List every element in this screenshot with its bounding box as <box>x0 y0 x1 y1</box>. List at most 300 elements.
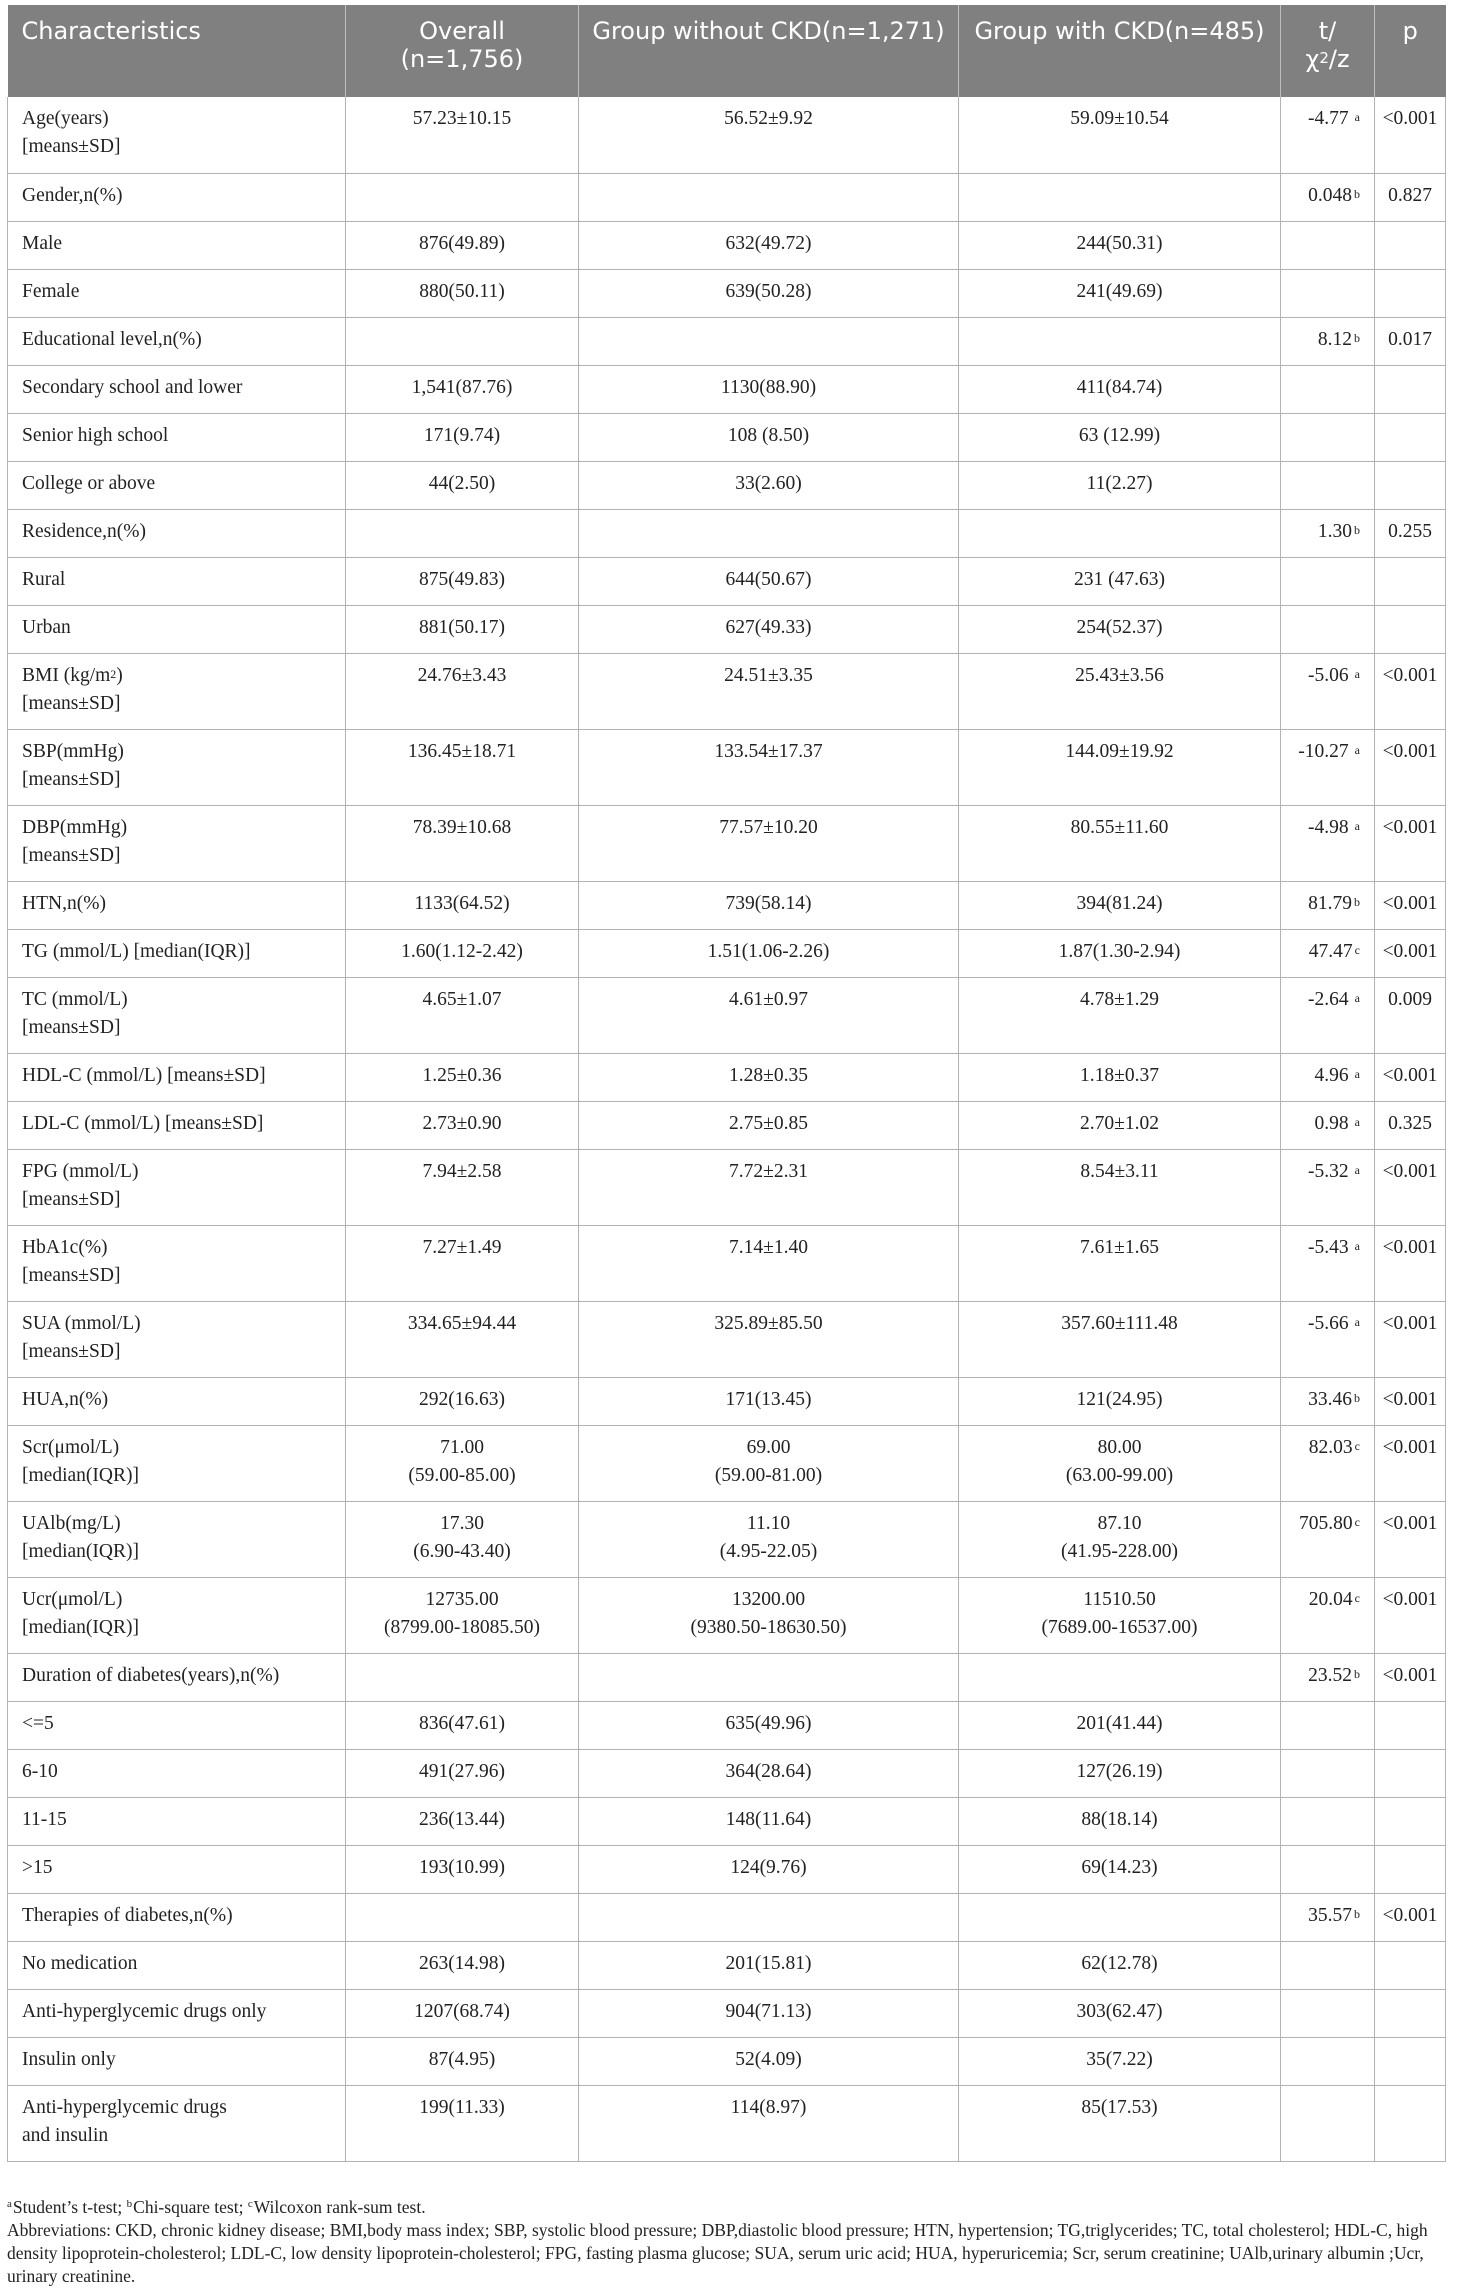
characteristic-label: 11-15 <box>22 1808 67 1830</box>
cell-overall-value: 236(13.44) <box>418 1808 506 1830</box>
cell-statistic <box>1281 929 1375 977</box>
cell-without-ckd <box>579 1301 959 1377</box>
statistic-test-marker: a <box>1354 1114 1360 1129</box>
cell-without-ckd-value: 635(49.96) <box>725 1712 812 1734</box>
p-value: <0.001 <box>1382 1236 1438 1258</box>
cell-without-ckd-value: 4.61±0.97 <box>729 988 808 1010</box>
cell-p-value <box>1375 1577 1446 1653</box>
characteristic-label: FPG (mmol/L) <box>22 1160 139 1182</box>
cell-overall <box>346 1377 579 1425</box>
cell-with-ckd <box>959 1893 1281 1941</box>
statistic-value: -4.98 <box>1308 816 1349 838</box>
cell-without-ckd-value: 7.14±1.40 <box>729 1236 808 1258</box>
statistic-test-marker: b <box>1354 894 1360 909</box>
cell-with-ckd-value: 394(81.24) <box>1076 892 1163 914</box>
cell-without-ckd-value: 639(50.28) <box>725 280 812 302</box>
cell-characteristic <box>8 2085 346 2161</box>
cell-overall <box>346 365 579 413</box>
cell-with-ckd-value: 1.18±0.37 <box>1080 1064 1159 1086</box>
characteristic-label-line2: [means±SD] <box>22 844 121 866</box>
cell-p-value <box>1375 1749 1446 1797</box>
statistic-test-marker: c <box>1354 1514 1360 1529</box>
cell-p-value <box>1375 557 1446 605</box>
cell-without-ckd <box>579 509 959 557</box>
cell-characteristic <box>8 1797 346 1845</box>
characteristic-label-after: ) <box>116 664 123 686</box>
cell-p-value <box>1375 1653 1446 1701</box>
footnote-a-marker: a <box>7 2198 12 2210</box>
statistic-value: -5.43 <box>1308 1236 1349 1258</box>
cell-without-ckd <box>579 1845 959 1893</box>
p-value: 0.017 <box>1388 328 1432 350</box>
characteristic-label: Residence,n(%) <box>22 520 146 542</box>
cell-without-ckd-value: 904(71.13) <box>725 2000 812 2022</box>
cell-p-value <box>1375 413 1446 461</box>
cell-overall-value: 880(50.11) <box>419 280 505 302</box>
cell-p-value <box>1375 929 1446 977</box>
cell-with-ckd <box>959 317 1281 365</box>
cell-with-ckd-value: 11510.50 <box>1083 1588 1156 1610</box>
cell-without-ckd <box>579 1653 959 1701</box>
cell-characteristic <box>8 365 346 413</box>
cell-overall <box>346 1749 579 1797</box>
cell-overall-range: (6.90-43.40) <box>413 1540 511 1562</box>
characteristic-label-line2: [means±SD] <box>22 768 121 790</box>
header-overall-line2: (n=1,756) <box>400 45 524 73</box>
cell-statistic <box>1281 881 1375 929</box>
p-value: 0.325 <box>1388 1112 1432 1134</box>
p-value: <0.001 <box>1382 1904 1438 1926</box>
cell-with-ckd-value: 35(7.22) <box>1086 2048 1153 2070</box>
table-row <box>8 1501 1446 1577</box>
cell-characteristic <box>8 929 346 977</box>
cell-with-ckd-value: 231 (47.63) <box>1074 568 1165 590</box>
cell-with-ckd-value: 1.87(1.30-2.94) <box>1058 940 1181 962</box>
cell-without-ckd-range: (9380.50-18630.50) <box>690 1616 847 1638</box>
cell-overall <box>346 1225 579 1301</box>
statistic-test-marker: a <box>1354 742 1360 757</box>
table-row <box>8 1893 1446 1941</box>
cell-statistic <box>1281 1501 1375 1577</box>
p-value: <0.001 <box>1382 892 1438 914</box>
cell-without-ckd-value: 108 (8.50) <box>727 424 810 446</box>
characteristic-label: Anti-hyperglycemic drugs only <box>22 2000 267 2022</box>
cell-characteristic <box>8 1941 346 1989</box>
footnote-b-text: Chi-square test; <box>133 2197 248 2217</box>
cell-p-value <box>1375 1301 1446 1377</box>
table-row <box>8 653 1446 729</box>
cell-with-ckd <box>959 1941 1281 1989</box>
statistic-test-marker: b <box>1354 330 1360 345</box>
characteristic-label: TG (mmol/L) [median(IQR)] <box>22 940 251 962</box>
table-row <box>8 461 1446 509</box>
cell-p-value <box>1375 653 1446 729</box>
statistic-value: 0.98 <box>1314 1112 1349 1134</box>
cell-with-ckd-value: 4.78±1.29 <box>1080 988 1159 1010</box>
cell-overall <box>346 1845 579 1893</box>
cell-overall <box>346 2037 579 2085</box>
cell-p-value <box>1375 881 1446 929</box>
p-value: 0.827 <box>1388 184 1432 206</box>
cell-p-value <box>1375 221 1446 269</box>
cell-with-ckd-value: 254(52.37) <box>1076 616 1163 638</box>
cell-with-ckd <box>959 1845 1281 1893</box>
cell-statistic <box>1281 413 1375 461</box>
cell-overall-value: 17.30 <box>440 1512 484 1534</box>
cell-without-ckd <box>579 461 959 509</box>
cell-with-ckd <box>959 929 1281 977</box>
cell-with-ckd <box>959 1053 1281 1101</box>
statistic-value: -5.32 <box>1308 1160 1349 1182</box>
characteristic-label: Urban <box>22 616 71 638</box>
cell-characteristic <box>8 173 346 221</box>
cell-statistic <box>1281 605 1375 653</box>
cell-with-ckd-value: 121(24.95) <box>1076 1388 1163 1410</box>
table-row <box>8 2085 1446 2161</box>
cell-with-ckd <box>959 1301 1281 1377</box>
cell-with-ckd-value: 80.55±11.60 <box>1070 816 1169 838</box>
cell-overall <box>346 269 579 317</box>
cell-with-ckd <box>959 729 1281 805</box>
cell-characteristic <box>8 221 346 269</box>
cell-with-ckd <box>959 1101 1281 1149</box>
cell-without-ckd <box>579 1701 959 1749</box>
statistic-test-marker: b <box>1354 1906 1360 1921</box>
statistic-value: 47.47 <box>1308 940 1353 962</box>
cell-without-ckd <box>579 1377 959 1425</box>
characteristic-label: HDL-C (mmol/L) [means±SD] <box>22 1064 266 1086</box>
cell-characteristic <box>8 1893 346 1941</box>
characteristic-label: HTN,n(%) <box>22 892 106 914</box>
cell-with-ckd-value: 2.70±1.02 <box>1080 1112 1159 1134</box>
statistic-value: 4.96 <box>1314 1064 1349 1086</box>
cell-statistic <box>1281 1225 1375 1301</box>
p-value: <0.001 <box>1382 1512 1438 1534</box>
cell-with-ckd-range: (63.00-99.00) <box>1065 1464 1174 1486</box>
characteristic-label: HUA,n(%) <box>22 1388 109 1410</box>
cell-without-ckd <box>579 269 959 317</box>
cell-with-ckd-value: 62(12.78) <box>1081 1952 1158 1974</box>
cell-characteristic <box>8 269 346 317</box>
cell-statistic <box>1281 1149 1375 1225</box>
table-row <box>8 1701 1446 1749</box>
cell-overall-value: 2.73±0.90 <box>422 1112 502 1134</box>
table-header-row <box>8 5 1446 97</box>
cell-with-ckd <box>959 269 1281 317</box>
cell-statistic <box>1281 221 1375 269</box>
p-value: <0.001 <box>1382 740 1438 762</box>
cell-with-ckd <box>959 1577 1281 1653</box>
cell-statistic <box>1281 461 1375 509</box>
characteristic-label: UAlb(mg/L) <box>22 1512 121 1534</box>
cell-without-ckd <box>579 173 959 221</box>
cell-p-value <box>1375 805 1446 881</box>
cell-overall <box>346 1577 579 1653</box>
cell-with-ckd <box>959 509 1281 557</box>
cell-statistic <box>1281 1989 1375 2037</box>
cell-overall <box>346 221 579 269</box>
cell-p-value <box>1375 2085 1446 2161</box>
cell-characteristic <box>8 97 346 173</box>
cell-without-ckd-value: 124(9.76) <box>730 1856 807 1878</box>
cell-with-ckd-value: 80.00 <box>1097 1436 1142 1458</box>
cell-p-value <box>1375 1149 1446 1225</box>
cell-with-ckd-value: 201(41.44) <box>1076 1712 1163 1734</box>
cell-with-ckd <box>959 1653 1281 1701</box>
cell-statistic <box>1281 365 1375 413</box>
statistic-value: 8.12 <box>1317 328 1352 350</box>
statistic-test-marker: a <box>1354 1238 1360 1253</box>
cell-statistic <box>1281 1301 1375 1377</box>
cell-without-ckd <box>579 1989 959 2037</box>
cell-statistic <box>1281 317 1375 365</box>
header-characteristics: Characteristics <box>8 5 346 97</box>
cell-characteristic <box>8 2037 346 2085</box>
cell-without-ckd-value: 2.75±0.85 <box>729 1112 808 1134</box>
statistic-test-marker: c <box>1354 942 1360 957</box>
table-row <box>8 805 1446 881</box>
cell-overall <box>346 881 579 929</box>
characteristic-label-line2: [means±SD] <box>22 136 121 157</box>
statistic-test-marker: a <box>1354 1162 1360 1177</box>
statistic-value: 20.04 <box>1308 1588 1353 1610</box>
statistic-value: 33.46 <box>1308 1388 1352 1410</box>
cell-with-ckd <box>959 1701 1281 1749</box>
cell-overall-value: 57.23±10.15 <box>412 108 512 129</box>
table-row <box>8 97 1446 173</box>
table-row <box>8 929 1446 977</box>
statistic-test-marker: b <box>1354 1666 1360 1681</box>
cell-with-ckd <box>959 1377 1281 1425</box>
table-row <box>8 1989 1446 2037</box>
table-row <box>8 317 1446 365</box>
cell-characteristic <box>8 1377 346 1425</box>
cell-overall-value: 1207(68.74) <box>414 2000 510 2022</box>
cell-overall <box>346 1101 579 1149</box>
footnote-tests <box>7 2196 1447 2219</box>
table-row <box>8 269 1446 317</box>
footnote-c-marker: c <box>247 2198 253 2210</box>
cell-statistic <box>1281 509 1375 557</box>
cell-with-ckd-value: 244(50.31) <box>1076 232 1163 254</box>
footnote-a-text: Student’s t-test; <box>12 2197 127 2217</box>
cell-statistic <box>1281 269 1375 317</box>
cell-statistic <box>1281 1577 1375 1653</box>
statistic-test-marker: b <box>1354 522 1360 537</box>
cell-statistic <box>1281 653 1375 729</box>
cell-without-ckd <box>579 221 959 269</box>
cell-without-ckd-value: 627(49.33) <box>725 616 812 638</box>
cell-overall <box>346 1653 579 1701</box>
cell-overall-value: 881(50.17) <box>418 616 506 638</box>
statistic-test-marker: b <box>1354 1390 1360 1405</box>
table-row <box>8 1101 1446 1149</box>
cell-with-ckd <box>959 461 1281 509</box>
characteristic-label: BMI (kg/m <box>22 664 111 686</box>
cell-with-ckd-value: 85(17.53) <box>1081 2096 1158 2118</box>
cell-with-ckd-value: 69(14.23) <box>1081 1856 1158 1878</box>
cell-overall-value: 491(27.96) <box>418 1760 506 1782</box>
cell-overall-value: 292(16.63) <box>418 1388 506 1410</box>
statistic-test-marker: c <box>1354 1438 1360 1453</box>
cell-statistic <box>1281 2085 1375 2161</box>
table-row <box>8 221 1446 269</box>
characteristic-label: >15 <box>22 1856 53 1878</box>
cell-overall <box>346 1941 579 1989</box>
cell-with-ckd-value: 7.61±1.65 <box>1080 1236 1159 1258</box>
cell-p-value <box>1375 269 1446 317</box>
characteristic-label: Therapies of diabetes,n(%) <box>22 1904 233 1926</box>
cell-without-ckd-value: 114(8.97) <box>730 2096 807 2118</box>
cell-overall <box>346 1149 579 1225</box>
characteristic-label-line2: [means±SD] <box>22 1264 121 1286</box>
cell-without-ckd-value: 632(49.72) <box>725 232 812 254</box>
cell-without-ckd <box>579 1749 959 1797</box>
cell-without-ckd-value: 56.52±9.92 <box>724 108 813 129</box>
cell-with-ckd <box>959 221 1281 269</box>
table-row <box>8 509 1446 557</box>
cell-overall-value: 193(10.99) <box>418 1856 506 1878</box>
table-body <box>8 97 1446 2161</box>
cell-overall-value: 44(2.50) <box>428 472 496 494</box>
statistic-value: -2.64 <box>1308 988 1349 1010</box>
cell-characteristic <box>8 1749 346 1797</box>
cell-without-ckd-value: 24.51±3.35 <box>724 664 813 686</box>
p-value: <0.001 <box>1382 1388 1438 1410</box>
statistic-value: 81.79 <box>1308 892 1352 914</box>
table-row <box>8 173 1446 221</box>
cell-statistic <box>1281 1845 1375 1893</box>
characteristic-label-line2: [median(IQR)] <box>22 1540 139 1562</box>
header-overall-line1: Overall <box>419 17 505 45</box>
header-statistic <box>1281 5 1375 97</box>
cell-statistic <box>1281 1425 1375 1501</box>
cell-overall-range: (8799.00-18085.50) <box>384 1616 540 1638</box>
table-row <box>8 1225 1446 1301</box>
cell-characteristic <box>8 805 346 881</box>
cell-overall-value: 7.27±1.49 <box>422 1236 502 1258</box>
statistic-value: -5.06 <box>1308 664 1349 686</box>
cell-with-ckd-range: (7689.00-16537.00) <box>1041 1616 1198 1638</box>
characteristic-label: SBP(mmHg) <box>22 740 124 762</box>
cell-p-value <box>1375 173 1446 221</box>
cell-with-ckd <box>959 173 1281 221</box>
cell-characteristic <box>8 1577 346 1653</box>
cell-with-ckd <box>959 1501 1281 1577</box>
cell-without-ckd <box>579 881 959 929</box>
cell-characteristic <box>8 653 346 729</box>
cell-statistic <box>1281 1701 1375 1749</box>
cell-p-value <box>1375 977 1446 1053</box>
cell-with-ckd <box>959 977 1281 1053</box>
table-row <box>8 1577 1446 1653</box>
cell-statistic <box>1281 2037 1375 2085</box>
characteristic-label-line2: and insulin <box>22 2124 109 2146</box>
cell-overall-range: (59.00-85.00) <box>408 1464 516 1486</box>
cell-overall <box>346 557 579 605</box>
header-p-value: p <box>1375 5 1446 97</box>
characteristic-label: Female <box>22 280 80 302</box>
cell-with-ckd <box>959 1797 1281 1845</box>
cell-overall-value: 1133(64.52) <box>414 892 510 914</box>
cell-statistic <box>1281 97 1375 173</box>
statistic-value: -10.27 <box>1298 740 1349 762</box>
table-row <box>8 1377 1446 1425</box>
cell-with-ckd <box>959 365 1281 413</box>
cell-characteristic <box>8 729 346 805</box>
cell-with-ckd-value: 25.43±3.56 <box>1075 664 1164 686</box>
cell-without-ckd <box>579 1577 959 1653</box>
cell-without-ckd <box>579 1797 959 1845</box>
cell-without-ckd-value: 201(15.81) <box>725 1952 812 1974</box>
cell-with-ckd <box>959 97 1281 173</box>
characteristic-label: Age(years) <box>22 108 109 129</box>
characteristic-label: Rural <box>22 568 66 590</box>
cell-with-ckd <box>959 557 1281 605</box>
cell-overall-value: 263(14.98) <box>418 1952 506 1974</box>
cell-p-value <box>1375 1893 1446 1941</box>
cell-statistic <box>1281 1653 1375 1701</box>
cell-without-ckd <box>579 2085 959 2161</box>
footnote-c-text: Wilcoxon rank-sum test. <box>253 2197 426 2217</box>
characteristic-label-line2: [median(IQR)] <box>22 1464 139 1486</box>
cell-with-ckd <box>959 413 1281 461</box>
p-value: <0.001 <box>1382 1588 1438 1610</box>
header-stat-rest: /z <box>1328 45 1350 73</box>
p-value: 0.009 <box>1388 988 1432 1010</box>
cell-statistic <box>1281 557 1375 605</box>
cell-characteristic <box>8 509 346 557</box>
cell-overall-value: 199(11.33) <box>419 2096 505 2118</box>
cell-without-ckd <box>579 413 959 461</box>
table-row <box>8 1301 1446 1377</box>
cell-without-ckd-value: 52(4.09) <box>735 2048 802 2070</box>
cell-without-ckd-value: 1.51(1.06-2.26) <box>707 940 830 962</box>
cell-characteristic <box>8 461 346 509</box>
cell-with-ckd-value: 88(18.14) <box>1081 1808 1158 1830</box>
cell-with-ckd <box>959 1749 1281 1797</box>
table-row <box>8 1149 1446 1225</box>
p-value: <0.001 <box>1382 1664 1438 1686</box>
cell-overall <box>346 605 579 653</box>
cell-p-value <box>1375 1989 1446 2037</box>
table-row <box>8 1749 1446 1797</box>
characteristic-label-sup: 2 <box>110 666 117 681</box>
cell-p-value <box>1375 365 1446 413</box>
p-value: <0.001 <box>1382 1312 1438 1334</box>
cell-with-ckd <box>959 1425 1281 1501</box>
characteristics-table <box>7 5 1446 2162</box>
footnote-abbreviations: Abbreviations: CKD, chronic kidney disease; BMI,body mass index; SBP, systolic blood pressure; DBP,diastolic blood pressure; HTN, hypertension; TG,triglycerides; TC, total cholesterol; HDL-C, high density lipoprotein-cholesterol; LDL-C, low density lipoprotein-cholesterol; FPG, fasting plasma glucose; SUA, serum uric acid; HUA, hyperuricemia; Scr, serum creatinine; UAlb,urinary albumin ;Ucr, urinary creatinine. <box>7 2220 1428 2286</box>
statistic-test-marker: a <box>1354 1314 1360 1329</box>
cell-with-ckd-value: 59.09±10.54 <box>1070 108 1169 129</box>
cell-without-ckd-value: 739(58.14) <box>725 892 812 914</box>
table-row <box>8 557 1446 605</box>
cell-overall <box>346 1797 579 1845</box>
cell-overall <box>346 173 579 221</box>
cell-without-ckd <box>579 1501 959 1577</box>
cell-overall <box>346 1501 579 1577</box>
statistic-test-marker: a <box>1354 110 1360 124</box>
p-value: <0.001 <box>1382 940 1438 962</box>
cell-with-ckd <box>959 2037 1281 2085</box>
cell-overall-value: 334.65±94.44 <box>407 1312 517 1334</box>
table-row <box>8 1941 1446 1989</box>
footnote-b-marker: b <box>126 2198 133 2210</box>
cell-overall-value: 78.39±10.68 <box>412 816 512 838</box>
characteristic-label-line2: [means±SD] <box>22 1016 121 1038</box>
cell-overall-value: 12735.00 <box>425 1588 499 1610</box>
